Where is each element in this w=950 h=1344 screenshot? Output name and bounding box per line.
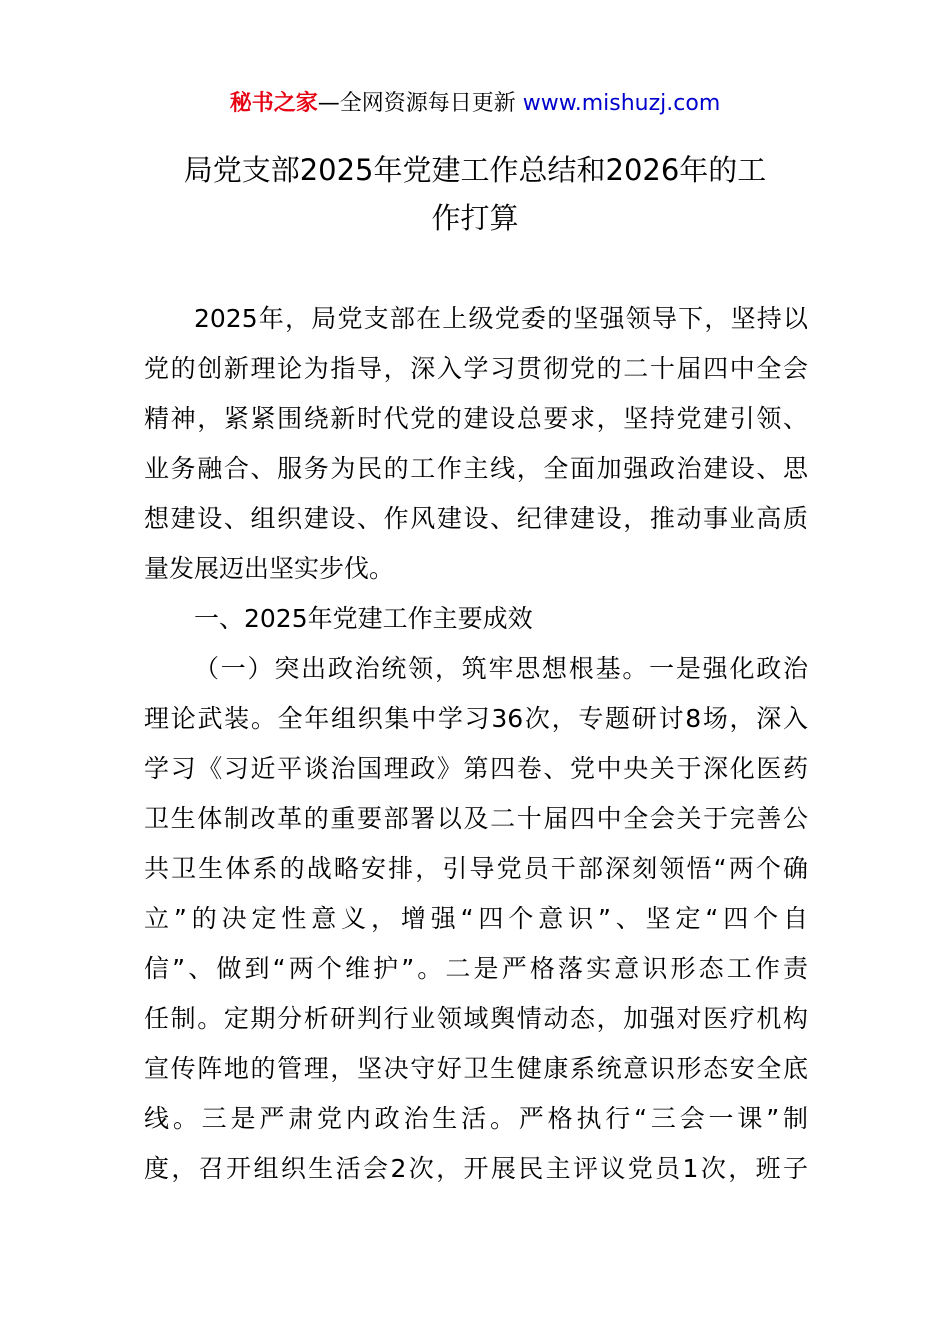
text-line: 线。三是严肃党内政治生活。严格执行“三会一课”制: [144, 1104, 808, 1133]
header-slogan: —全网资源每日更新: [317, 91, 516, 116]
title-line-2: 作打算: [431, 201, 519, 235]
text-line: 2025年，局党支部在上级党委的坚强领导下，坚持以: [194, 304, 808, 333]
text-line: 度，召开组织生活会2次，开展民主评议党员1次，班子: [144, 1154, 808, 1183]
text-line: 信”、做到“两个维护”。二是严格落实意识形态工作责: [144, 954, 808, 983]
document-title: [140, 146, 810, 242]
text-line: 量发展迈出坚实步伐。: [144, 554, 395, 583]
text-line: 学习《习近平谈治国理政》第四卷、党中央关于深化医药: [144, 754, 808, 783]
intro-paragraph: [144, 294, 808, 594]
text-line: 想建设、组织建设、作风建设、纪律建设，推动事业高质: [144, 504, 808, 533]
text-line: 理论武装。全年组织集中学习36次，专题研讨8场，深入: [144, 704, 808, 733]
text-line: 任制。定期分析研判行业领域舆情动态，加强对医疗机构: [144, 1004, 808, 1033]
text-line: 共卫生体系的战略安排，引导党员干部深刻领悟“两个确: [144, 854, 808, 883]
section-heading: [144, 594, 808, 644]
text-line: 宣传阵地的管理，坚决守好卫生健康系统意识形态安全底: [144, 1054, 808, 1083]
text-line: 卫生体制改革的重要部署以及二十届四中全会关于完善公: [144, 804, 808, 833]
site-header: [0, 88, 950, 120]
text-line: （一）突出政治统领，筑牢思想根基。一是强化政治: [194, 654, 808, 683]
text-line: 业务融合、服务为民的工作主线，全面加强政治建设、思: [144, 454, 808, 483]
text-line: 精神，紧紧围绕新时代党的建设总要求，坚持党建引领、: [144, 404, 808, 433]
section-1-paragraph: [144, 644, 808, 1194]
title-line-1: 局党支部2025年党建工作总结和2026年的工: [183, 153, 767, 187]
text-line: 党的创新理论为指导，深入学习贯彻党的二十届四中全会: [144, 354, 808, 383]
website-link[interactable]: www.mishuzj.com: [522, 91, 721, 116]
brand-name: 秘书之家: [229, 91, 318, 116]
section-1-heading: 一、2025年党建工作主要成效: [194, 604, 533, 633]
text-line: 立”的决定性意义，增强“四个意识”、坚定“四个自: [144, 904, 808, 933]
document-body: [144, 294, 808, 1194]
